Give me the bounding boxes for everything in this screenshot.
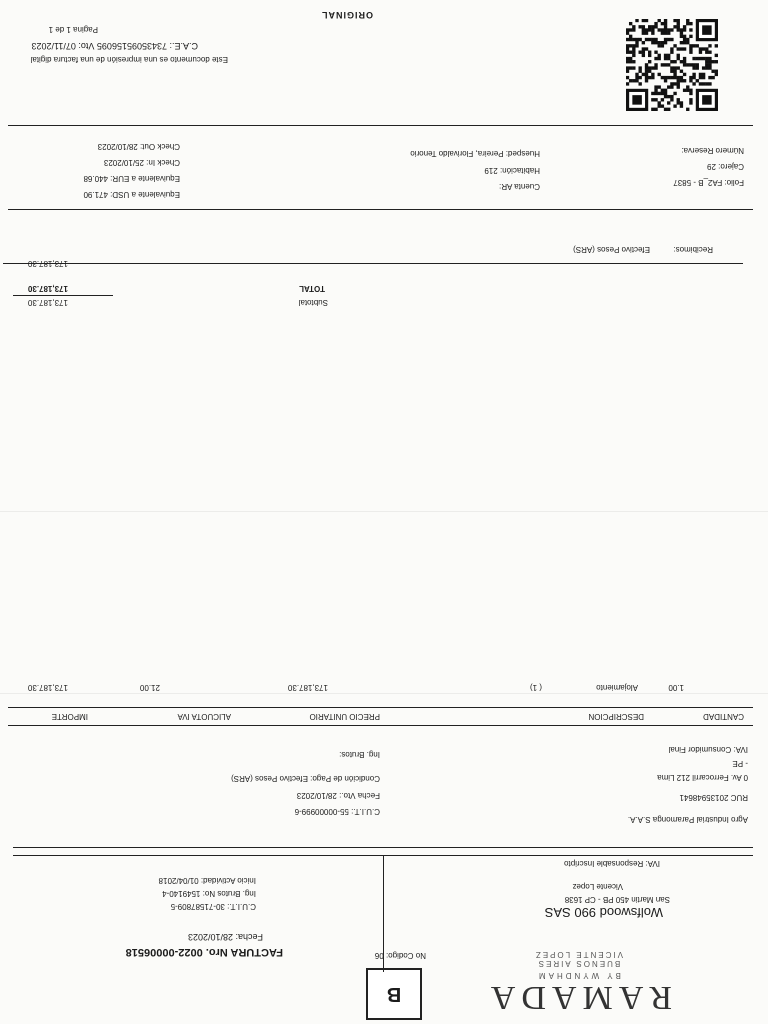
table-header-bottom-line xyxy=(8,707,753,708)
invoice-number: FACTURA Nro. 0022-00006518 xyxy=(125,946,283,958)
issuer-ing-brutos: Ing. Brutos No: 1549140-4 xyxy=(162,889,256,898)
stay-bottom-line xyxy=(8,125,753,126)
customer-ruc: RUC 20135948641 xyxy=(679,793,748,802)
row-unit-price: 173,187.30 xyxy=(287,683,328,692)
col-header-vat-rate: ALICUOTA IVA xyxy=(177,712,231,721)
subtotal-value: 173,187.30 xyxy=(27,298,68,307)
issuer-address: San Martin 450 PB - CP 1638 xyxy=(564,895,670,904)
customer-payment-terms: Condición de Pago: Efectivo Pesos (ARS) xyxy=(231,774,380,783)
issuer-start-date: Inicio Actividad: 01/04/2018 xyxy=(158,876,256,885)
header-line xyxy=(13,855,753,856)
brand-location-line1: BUENOS AIRES xyxy=(536,959,621,968)
brand-tagline: BY WYNDHAM xyxy=(535,971,621,980)
brand-name: RAMADA xyxy=(484,979,672,1016)
page-number: Pagina 1 de 1 xyxy=(48,25,98,34)
fold-line xyxy=(0,693,768,694)
col-header-description: DESCRIPCION xyxy=(588,712,644,721)
stay-account: Cuenta AR: xyxy=(499,182,540,191)
stay-cashier: Cajero: 29 xyxy=(707,162,744,171)
row-vat-rate: 21.00 xyxy=(139,683,160,692)
received-top-line xyxy=(3,263,743,264)
customer-name: Agro Industrial Paramonga S.A.A. xyxy=(627,815,748,824)
stay-reservation: Número Reserva: xyxy=(681,146,744,155)
row-qty: 1.00 xyxy=(668,683,684,692)
row-description: Alojamiento xyxy=(596,683,638,692)
row-reference: ( 1) xyxy=(530,683,542,692)
received-amount: 173,187.30 xyxy=(27,259,68,268)
subtotal-label: Subtotal xyxy=(298,298,328,307)
issuer-name: Wolfswood 990 SAS xyxy=(544,905,663,920)
customer-country: - PE xyxy=(732,759,748,768)
invoice-letter-box xyxy=(366,968,422,1020)
received-label: Recibimos: xyxy=(673,245,713,254)
stay-check-out: Check Out: 28/10/2023 xyxy=(97,142,180,151)
digital-invoice-note: Este documento es una impresión de una factura digital xyxy=(30,55,228,64)
issuer-cuit: C.U.I.T.: 30-71587809-5 xyxy=(170,902,256,911)
header-divider xyxy=(383,856,384,972)
col-header-unit-price: PRECIO UNITARIO xyxy=(309,712,380,721)
total-separator xyxy=(13,295,113,296)
received-method: Efectivo Pesos (ARS) xyxy=(573,245,650,254)
original-label: ORIGINAL xyxy=(321,10,373,20)
stay-eur-equivalent: Equivalente a EUR: 440.68 xyxy=(83,174,180,183)
total-label: TOTAL xyxy=(299,284,325,293)
customer-address: 0 Av. Ferrocarril 212 Lima xyxy=(657,773,748,782)
header-line xyxy=(13,847,753,848)
col-header-amount: IMPORTE xyxy=(51,712,88,721)
brand-location xyxy=(534,950,623,968)
stay-usd-equivalent: Equivalente a USD: 471.90 xyxy=(83,190,180,199)
invoice-code: No Codigo: 06 xyxy=(374,951,426,960)
stay-folio: Folio: FA2_B - 5837 xyxy=(673,178,744,187)
stay-room: Habitación: 219 xyxy=(484,166,540,175)
invoice-letter: B xyxy=(386,983,402,1006)
stay-check-in: Check In: 25/10/2023 xyxy=(103,158,180,167)
stay-top-line xyxy=(8,209,753,210)
invoice-date: Fecha: 28/10/2023 xyxy=(187,932,263,942)
customer-iva: IVA: Consumidor Final xyxy=(668,745,748,754)
qr-code xyxy=(626,19,718,111)
table-header-top-line xyxy=(8,725,753,726)
issuer-city: Vicente Lopez xyxy=(572,882,623,891)
brand-logo xyxy=(485,971,672,1016)
customer-cuit: C.U.I.T.: 55-00000999-6 xyxy=(294,807,380,816)
col-header-qty: CANTIDAD xyxy=(703,712,744,721)
issuer-iva: IVA: Responsable Inscripto xyxy=(564,859,660,868)
customer-ing-brutos: Ing. Brutos: xyxy=(339,750,380,759)
cae-number: C.A.E.: 73435095156095 Vto: 07/11/2023 xyxy=(31,41,198,51)
row-amount: 173,187.30 xyxy=(27,683,68,692)
stay-guest: Huesped: Pereira, Florivaldo Tenorio xyxy=(410,149,540,158)
fold-line xyxy=(0,511,768,512)
customer-due-date: Fecha Vto.: 28/10/2023 xyxy=(296,791,380,800)
total-value: 173,187.30 xyxy=(27,284,68,293)
brand-location-line2: VICENTE LOPEZ xyxy=(533,950,623,959)
